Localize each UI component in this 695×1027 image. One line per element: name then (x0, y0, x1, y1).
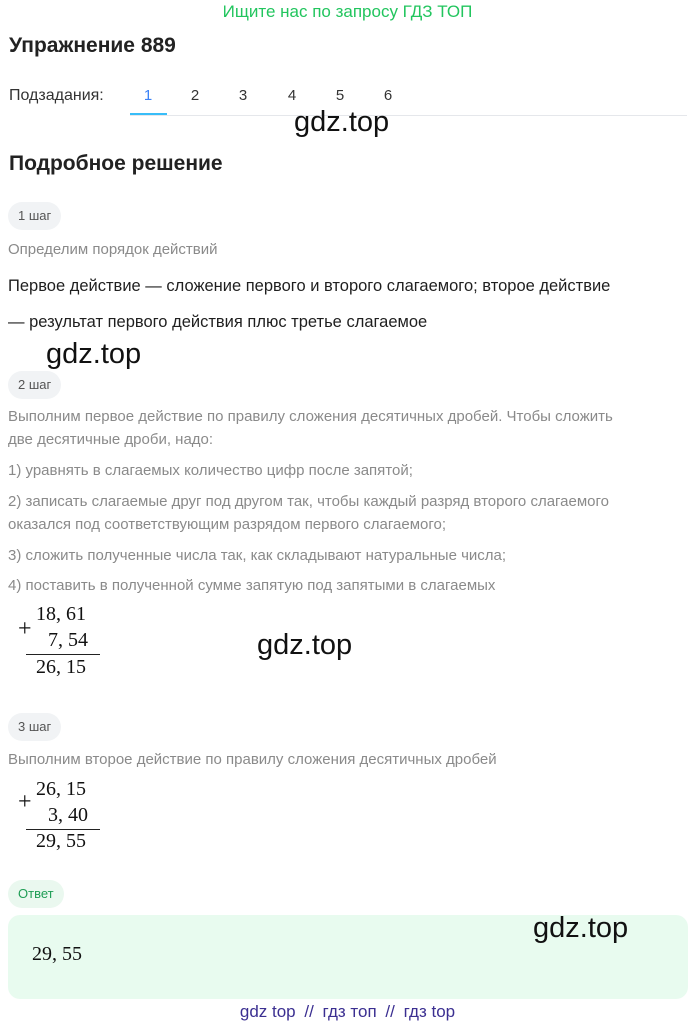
tabs-divider (130, 115, 687, 116)
sum-line (26, 654, 100, 655)
calc-sum: 26, 15 (36, 656, 86, 678)
step-2-line: 4) поставить в полученной сумме запятую под запятыми в слагаемых (8, 577, 496, 594)
watermark: gdz.top (46, 338, 142, 370)
step-2-line: 1) уравнять в слагаемых количество цифр после запятой; (8, 462, 413, 479)
step-1-intro: Определим порядок действий (8, 241, 218, 258)
footer-link[interactable]: гдз топ (322, 1002, 377, 1021)
tab-subtask-2[interactable]: 2 (190, 87, 200, 104)
plus-sign: + (18, 616, 32, 642)
tab-subtask-6[interactable]: 6 (383, 87, 393, 104)
tab-subtask-5[interactable]: 5 (335, 87, 345, 104)
watermark: gdz.top (257, 629, 353, 661)
step-2-line: Выполним первое действие по правилу сложения десятичных дробей. Чтобы сложить (8, 408, 613, 425)
answer-value: 29, 55 (32, 943, 82, 965)
subtasks-label: Подзадания: (9, 87, 104, 104)
calc-addend-2: 7, 54 (48, 629, 88, 651)
top-banner[interactable]: Ищите нас по запросу ГДЗ ТОП (222, 2, 473, 21)
footer-link[interactable]: gdz top (239, 1002, 296, 1021)
watermark: gdz.top (533, 912, 629, 944)
active-tab-indicator (130, 113, 167, 115)
footer-link[interactable]: гдз top (403, 1002, 456, 1021)
step-2-line: оказался под соответствующим разрядом первого слагаемого; (8, 516, 447, 533)
step-2-line: 3) сложить полученные числа так, как складывают натуральные числа; (8, 547, 507, 564)
step-3-line: Выполним второе действие по правилу сложения десятичных дробей (8, 751, 497, 768)
calc-sum: 29, 55 (36, 830, 86, 852)
calc-addend-1: 26, 15 (36, 778, 86, 800)
calc-addend-1: 18, 61 (36, 603, 86, 625)
step-2-line: две десятичные дроби, надо: (8, 431, 214, 448)
step-1-text-line: — результат первого действия плюс третье слагаемое (8, 313, 428, 331)
solution-title: Подробное решение (9, 152, 223, 175)
calc-addend-2: 3, 40 (48, 804, 88, 826)
step-2-badge: 2 шаг (8, 371, 61, 399)
tab-subtask-1[interactable]: 1 (143, 87, 153, 104)
footer-separator: // (385, 1002, 395, 1021)
plus-sign: + (18, 789, 32, 815)
tab-subtask-4[interactable]: 4 (287, 87, 297, 104)
step-1-text-line: Первое действие — сложение первого и второго слагаемого; второе действие (8, 277, 611, 295)
footer-separator: // (304, 1002, 314, 1021)
step-1-badge: 1 шаг (8, 202, 61, 230)
step-2-line: 2) записать слагаемые друг под другом так, чтобы каждый разряд второго слагаемого (8, 493, 610, 510)
step-3-badge: 3 шаг (8, 713, 61, 741)
footer-links (0, 1002, 695, 1022)
tab-subtask-3[interactable]: 3 (238, 87, 248, 104)
answer-badge: Ответ (8, 880, 64, 908)
page-title: Упражнение 889 (9, 34, 176, 57)
watermark: gdz.top (294, 106, 390, 138)
